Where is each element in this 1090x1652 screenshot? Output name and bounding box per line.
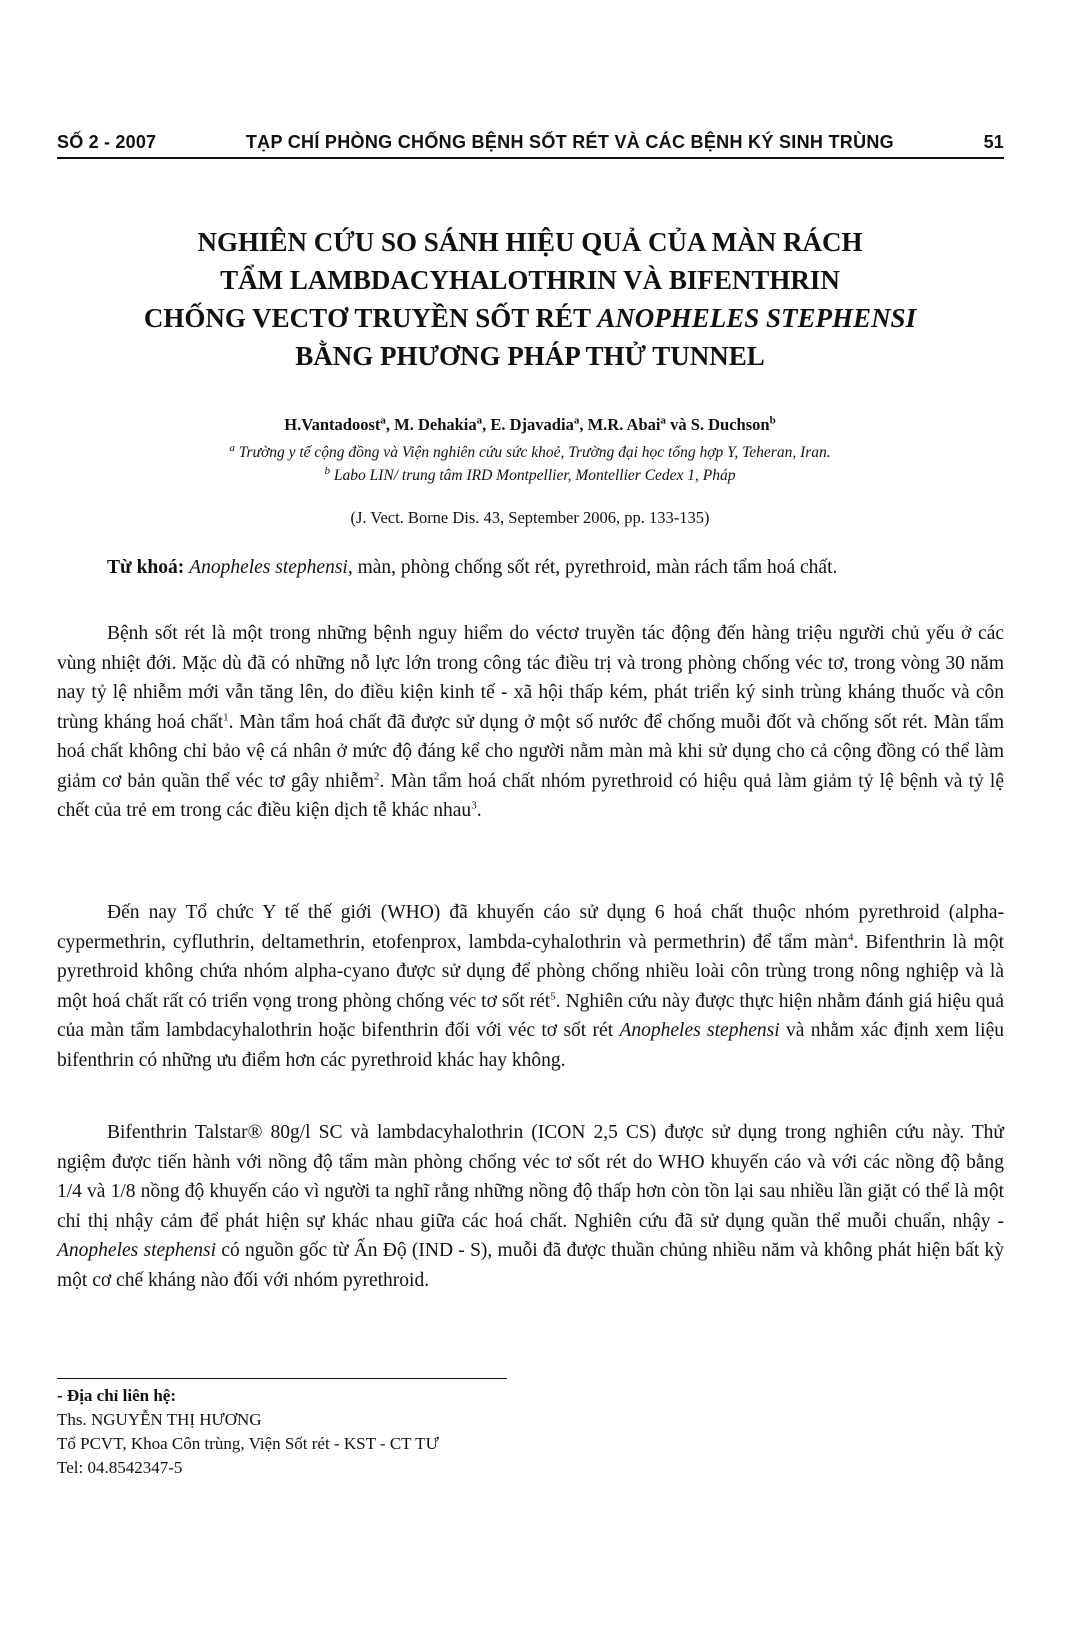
- article-title: [60, 223, 1000, 375]
- text-run: .: [476, 800, 482, 821]
- text-run: và nhằm xác định xem liệu bifenthrin có những ưu điểm hơn các pyrethroid khác hay không.: [57, 1020, 1004, 1071]
- reference-mark: 4: [847, 931, 854, 943]
- title-line-3: [60, 299, 1000, 337]
- journal-name: TẠP CHÍ PHÒNG CHỐNG BỆNH SỐT RÉT VÀ CÁC BỆNH KÝ SINH TRÙNG: [245, 132, 894, 152]
- author-2: , M. Dehakia: [385, 415, 477, 434]
- affiliation-a-text: Trường y tế cộng đồng và Viện nghiên cứu sức khoẻ, Trường đại học tổng hợp Y, Teheran, Iran.: [234, 444, 831, 461]
- text-run: . Màn tẩm hoá chất đã được sử dụng ở một số nước để chống muỗi đốt và chống sốt rét. Màn tẩm hoá chất không chỉ bảo vệ cá nhân ở mức độ đáng kể cho người nằm màn mà khi sử dụng cho cả cộng đồng có thể làm giảm cơ bản quần thể véc tơ gây nhiễm: [57, 711, 1005, 792]
- reference-mark: 1: [223, 711, 229, 723]
- affil-mark: a: [573, 414, 580, 427]
- author-list: [60, 415, 1000, 435]
- affiliation-b-text: Labo LIN/ trung tâm IRD Montpellier, Montellier Cedex 1, Pháp: [329, 467, 736, 484]
- keywords: [57, 553, 1004, 583]
- contact-label: - Địa chỉ liên hệ:: [57, 1386, 176, 1405]
- affil-mark: a: [476, 414, 483, 427]
- species-name: Anopheles stephensi: [57, 1240, 217, 1261]
- species-name: Anopheles stephensi: [619, 1020, 780, 1041]
- paragraph-2: [57, 898, 1004, 1075]
- affiliation-a: [60, 441, 1000, 462]
- author-4: , M.R. Abai: [579, 415, 661, 434]
- contact-department: Tổ PCVT, Khoa Côn trùng, Viện Sốt rét - KST - CT TƯ: [57, 1434, 439, 1453]
- page-number: 51: [983, 132, 1004, 152]
- author-3: , E. Djavadia: [482, 415, 574, 434]
- keywords-species: Anopheles stephensi,: [189, 557, 353, 578]
- issue-number: SỐ 2 - 2007: [57, 132, 157, 152]
- affil-mark: b: [324, 464, 330, 477]
- keywords-label: Từ khoá:: [107, 557, 185, 578]
- paragraph-1: [57, 619, 1004, 826]
- text-run: có nguồn gốc từ Ấn Độ (IND - S), muỗi đã được thuần chủng nhiều năm và không phát hiện bất kỳ một cơ chế kháng nào đối với nhóm pyrethroid.: [57, 1240, 1004, 1291]
- title-line-3-plain: CHỐNG VECTƠ TRUYỀN SỐT RÉT: [143, 303, 598, 333]
- title-line-2: TẨM LAMBDACYHALOTHRIN VÀ BIFENTHRIN: [220, 265, 840, 295]
- contact-footnote: [57, 1384, 657, 1480]
- title-species: ANOPHELES STEPHENSI: [597, 303, 917, 333]
- affil-mark: a: [380, 414, 386, 427]
- paragraph-3: [57, 1118, 1004, 1295]
- footnote-divider: [57, 1378, 507, 1379]
- affiliation-b: [60, 464, 1000, 485]
- running-header: [57, 132, 1004, 159]
- reference-mark: 3: [471, 799, 477, 812]
- reference-mark: 5: [550, 990, 556, 1002]
- text-run: Đến nay Tổ chức Y tế thế giới (WHO) đã khuyến cáo sử dụng 6 hoá chất thuộc nhóm pyrethroid (alpha-cypermethrin, cyfluthrin, deltamethrin, etofenprox, lambda-cyhalothrin và permethrin) để tẩm màn: [57, 902, 1004, 953]
- text-run: Bifenthrin Talstar® 80g/l SC và lambdacyhalothrin (ICON 2,5 CS) được sử dụng trong nghiên cứu này. Thử ngiệm được tiến hành với nồng độ tẩm màn phòng chống véc tơ sốt rét do WHO khuyến cáo và với các nồng độ bằng 1/4 và 1/8 nồng độ khuyến cáo vì người ta nghĩ rằng những nồng độ thấp hơn còn tồn lại sau nhiều lần giặt có thể là một chỉ thị nhậy cảm để phát hiện sự khác nhau giữa các hoá chất. Nghiên cứu đã sử dụng quần thể muỗi chuẩn, nhậy -: [57, 1122, 1004, 1232]
- reference-mark: 2: [374, 770, 380, 782]
- title-line-1: NGHIÊN CỨU SO SÁNH HIỆU QUẢ CỦA MÀN RÁCH: [197, 227, 863, 257]
- source-citation: (J. Vect. Borne Dis. 43, September 2006, pp. 133-135): [350, 508, 710, 527]
- author-1: H.Vantadoost: [284, 415, 381, 434]
- keywords-text: màn, phòng chống sốt rét, pyrethroid, màn rách tẩm hoá chất.: [352, 557, 838, 578]
- contact-name: Ths. NGUYỄN THỊ HƯƠNG: [57, 1410, 262, 1429]
- contact-phone: Tel: 04.8542347-5: [57, 1458, 183, 1477]
- text-run: . Nghiên cứu này được thực hiện nhằm đánh giá hiệu quả của màn tẩm lambdacyhalothrin hoặc bifenthrin đối với véc tơ sốt rét: [57, 990, 1005, 1041]
- affil-mark: a: [660, 414, 666, 427]
- title-line-4: BẰNG PHƯƠNG PHÁP THỬ TUNNEL: [295, 341, 765, 371]
- affil-mark: a: [229, 441, 235, 454]
- text-run: Bệnh sốt rét là một trong những bệnh nguy hiểm do véctơ truyền tác động đến hàng triệu người chủ yếu ở các vùng nhiệt đới. Mặc dù đã có những nỗ lực lớn trong công tác điều trị và trong phòng chống véc tơ, trong vòng 30 năm nay tỷ lệ nhiễm mới vẫn tăng lên, do điều kiện kinh tế - xã hội thấp kém, phát triển ký sinh trùng kháng thuốc và côn trùng kháng hoá chất: [57, 623, 1004, 733]
- text-run: . Bifenthrin là một pyrethroid không chứa nhóm alpha-cyano được sử dụng để phòng chống nhiều loài côn trùng trong nông nghiệp và là một hoá chất rất có triển vọng trong phòng chống véc tơ sốt rét: [57, 931, 1005, 1012]
- author-5: và S. Duchson: [665, 415, 770, 434]
- text-run: . Màn tẩm hoá chất nhóm pyrethroid có hiệu quả làm giảm tỷ lệ bệnh và tỷ lệ chết của trẻ em trong các điều kiện dịch tễ khác nhau: [57, 770, 1005, 821]
- affil-mark: b: [769, 414, 776, 427]
